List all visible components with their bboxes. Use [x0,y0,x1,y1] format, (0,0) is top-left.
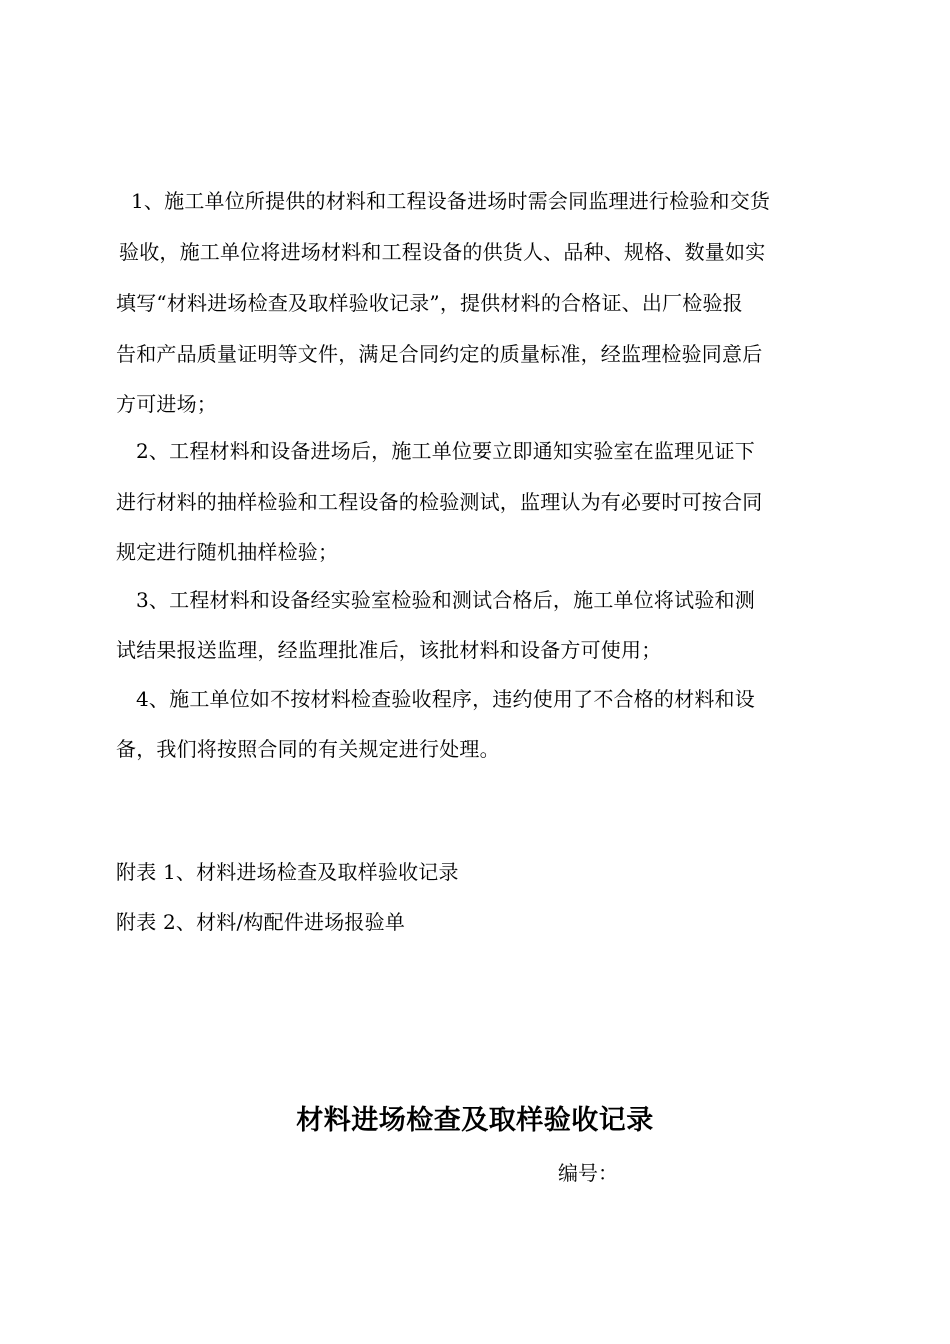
record-number-label: 编号： [558,1161,618,1185]
para4-line1: 4、施工单位如不按材料检查验收程序，违约使用了不合格的材料和设 [136,687,755,711]
para1-line3: 填写“材料进场检查及取样验收记录”，提供材料的合格证、出厂检验报 [116,291,743,315]
para4-line2: 备，我们将按照合同的有关规定进行处理。 [116,737,500,761]
para1-line1: 1、施工单位所提供的材料和工程设备进场时需会同监理进行检验和交货 [131,189,771,213]
attachment-2: 附表 2、材料/构配件进场报验单 [116,910,406,934]
para1-line4: 告和产品质量证明等文件，满足合同约定的质量标准，经监理检验同意后 [116,342,763,366]
para1-line5: 方可进场； [116,392,217,416]
record-title: 材料进场检查及取样验收记录 [296,1105,654,1136]
para3-line2: 试结果报送监理，经监理批准后，该批材料和设备方可使用； [116,638,662,662]
para3-line1: 3、工程材料和设备经实验室检验和测试合格后，施工单位将试验和测 [136,588,755,612]
attachment-1: 附表 1、材料进场检查及取样验收记录 [116,860,459,884]
para2-line3: 规定进行随机抽样检验； [116,540,339,564]
para2-line2: 进行材料的抽样检验和工程设备的检验测试，监理认为有必要时可按合同 [116,490,763,514]
para1-line2: 验收，施工单位将进场材料和工程设备的供货人、品种、规格、数量如实 [119,240,766,264]
para2-line1: 2、工程材料和设备进场后，施工单位要立即通知实验室在监理见证下 [136,439,755,463]
